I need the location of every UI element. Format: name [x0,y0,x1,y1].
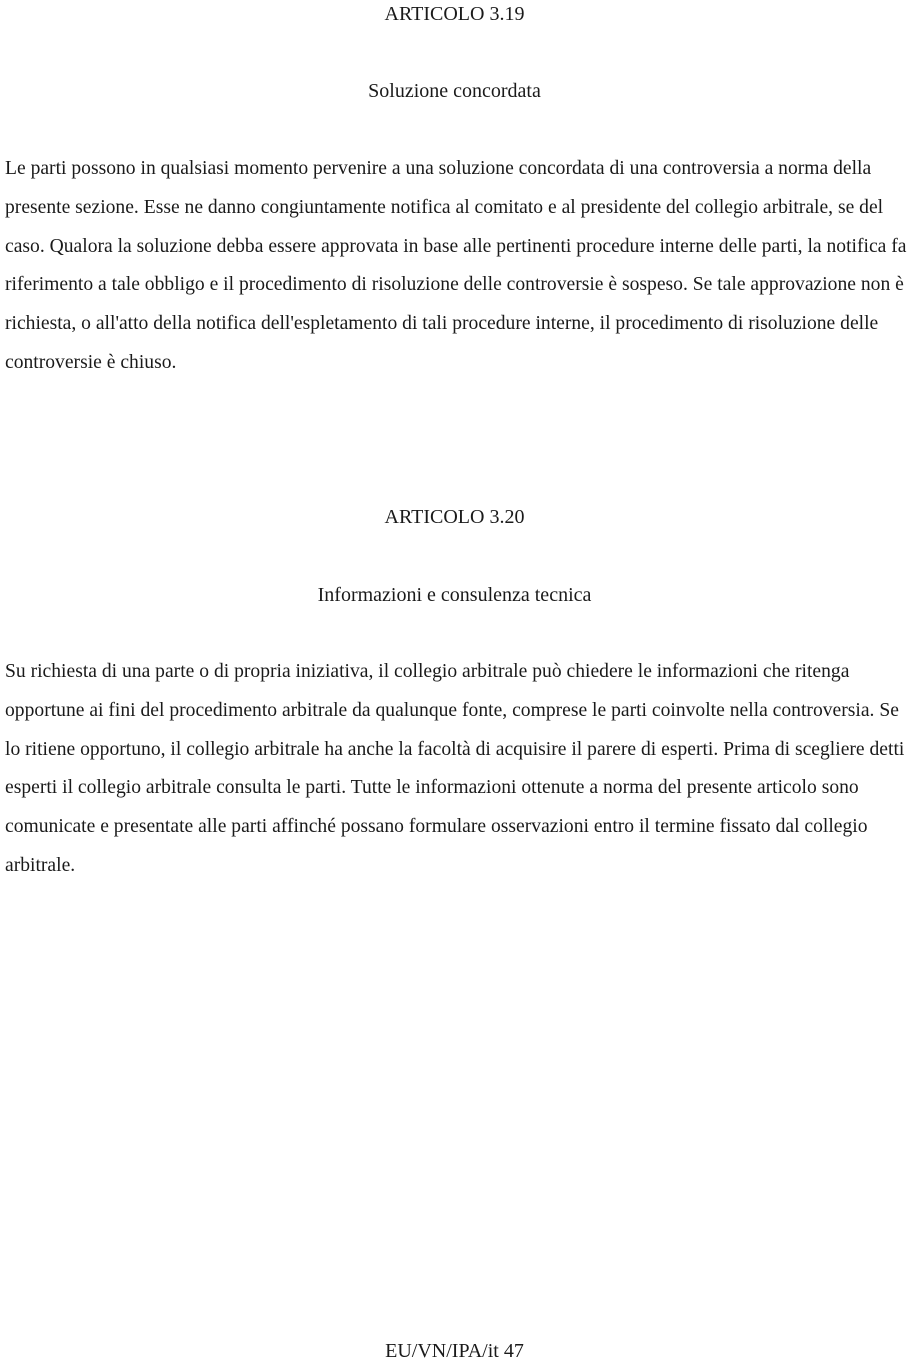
page-footer-reference: EU/VN/IPA/it 47 [385,1340,524,1362]
article-3-19-number: ARTICOLO 3.19 [384,3,525,25]
article-3-20-body: Su richiesta di una parte o di propria iniziativa, il collegio arbitrale può chiedere le informazioni che ritenga opportune ai fini del procedimento arbitrale da qualunque fonte, comprese le parti coinvolte nella controversia. Se lo ritiene opportuno, il collegio arbitrale ha anche la facoltà di acquisire il parere di esperti. Prima di scegliere detti esperti il collegio arbitrale consulta le parti. Tutte le informazioni ottenute a norma del presente articolo sono comunicate e presentate alle parti affinché possano formulare osservazioni entro il termine fissato dal collegio arbitrale. [5,661,905,876]
article-3-20-title: Informazioni e consulenza tecnica [317,584,592,606]
article-3-19-title: Soluzione concordata [368,80,541,102]
article-3-19-body: Le parti possono in qualsiasi momento pervenire a una soluzione concordata di una controversia a norma della presente sezione. Esse ne danno congiuntamente notifica al comitato e al presidente del collegio arbitrale, se del caso. Qualora la soluzione debba essere approvata in base alle pertinenti procedure interne delle parti, la notifica fa riferimento a tale obbligo e il procedimento di risoluzione delle controversie è sospeso. Se tale approvazione non è richiesta, o all'atto della notifica dell'espletamento di tali procedure interne, il procedimento di risoluzione delle controversie è chiuso. [5,158,907,373]
article-3-20-number: ARTICOLO 3.20 [384,506,525,528]
